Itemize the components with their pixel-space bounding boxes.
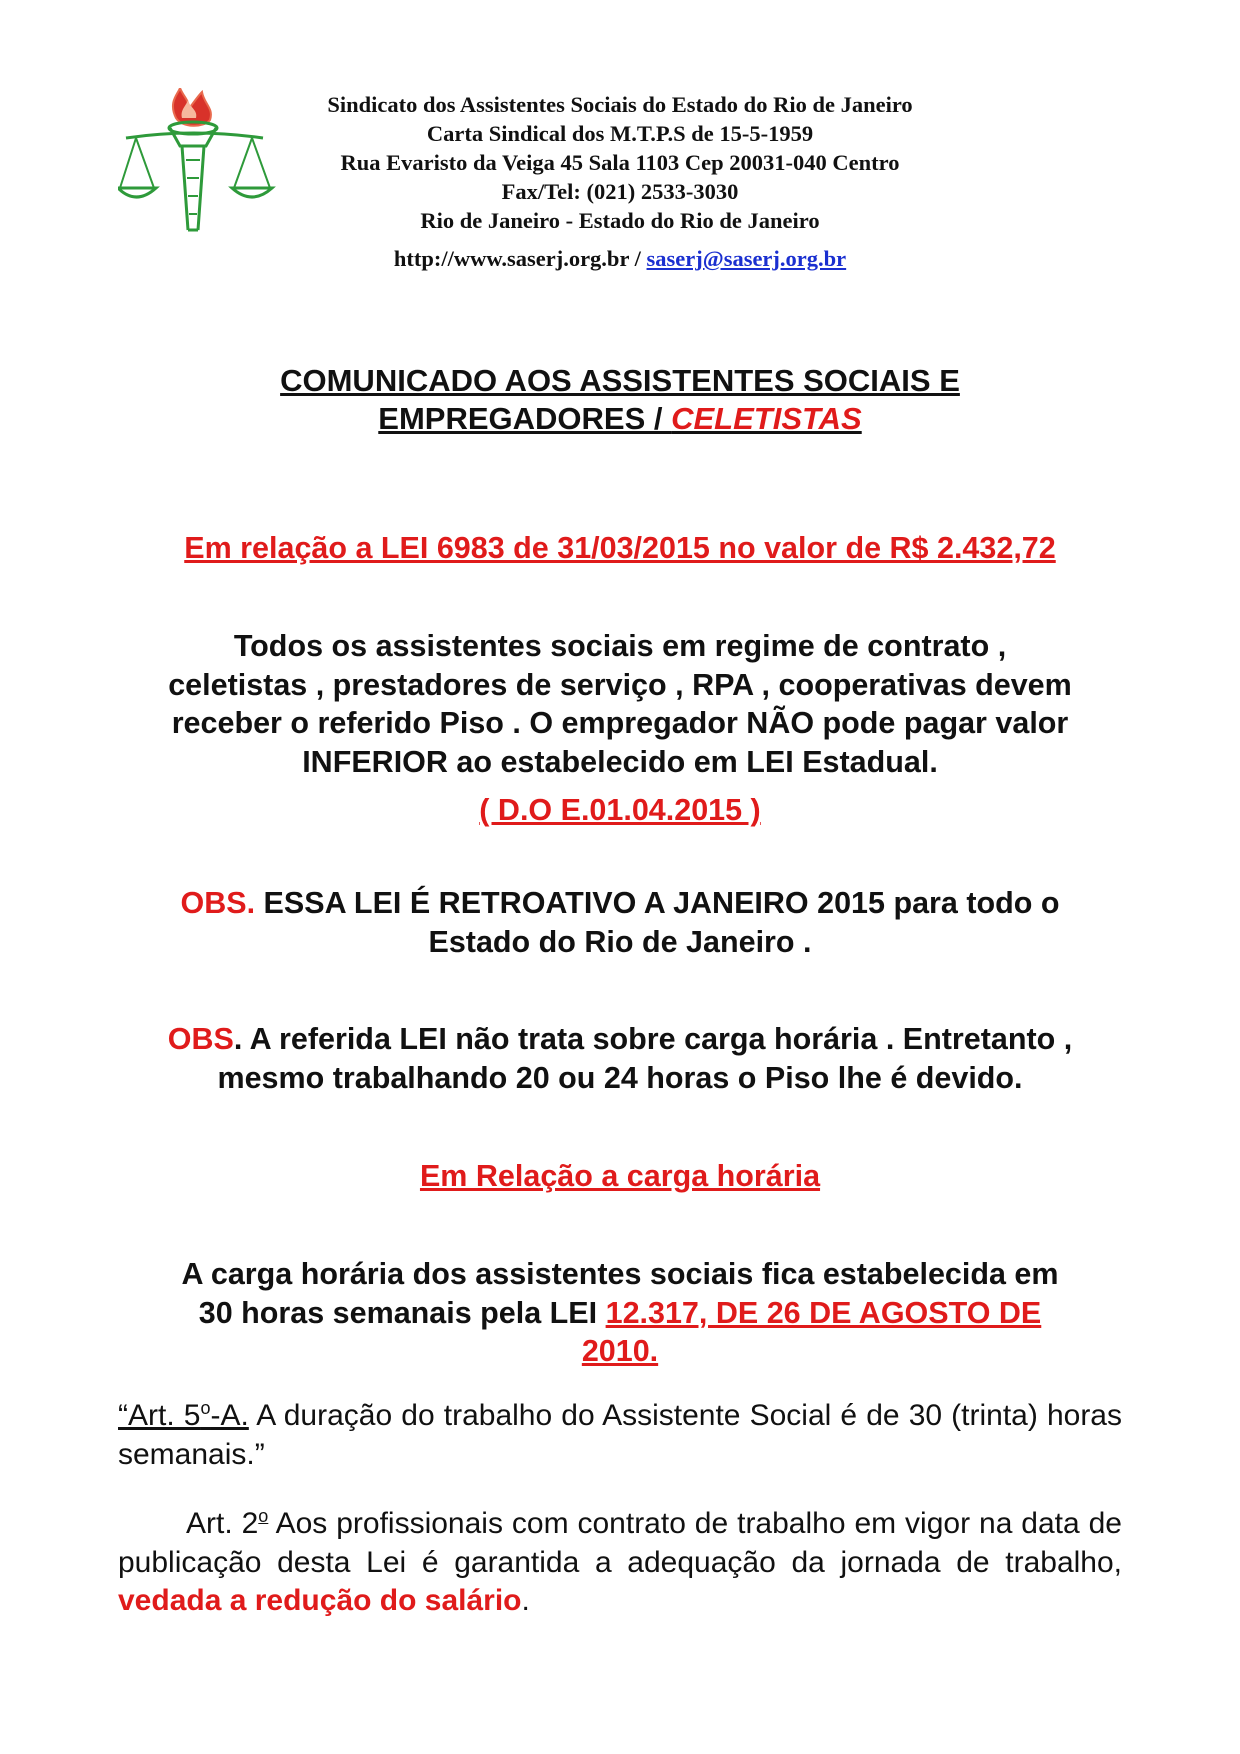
letterhead-union-name: Sindicato dos Assistentes Sociais do Estado do Rio de Janeiro	[327, 92, 913, 117]
paragraph-line: receber o referido Piso . O empregador NÃO pode pagar valor	[171, 706, 1069, 740]
law-heading	[110, 529, 1130, 568]
obs-text: ESSA LEI É RETROATIVO A JANEIRO 2015 para todo o	[255, 886, 1060, 920]
letterhead-charter: Carta Sindical dos M.T.P.S de 15-5-1959	[426, 121, 814, 146]
title-line-2	[130, 400, 1110, 438]
paragraph-line: A carga horária dos assistentes sociais fica estabelecida em	[181, 1257, 1059, 1291]
article-2-text	[118, 1505, 1122, 1621]
letterhead-address: Rua Evaristo da Veiga 45 Sala 1103 Cep 20031-040 Centro	[340, 150, 900, 175]
article-end: .	[521, 1584, 530, 1617]
article-text: A duração do trabalho do Assistente Social é de 30 (trinta) horas semanais.”	[118, 1399, 1122, 1471]
paragraph-line: 30 horas semanais pela LEI	[198, 1295, 606, 1330]
workload-heading-text: Em Relação a carga horária	[419, 1159, 821, 1193]
paragraph-line: celetistas , prestadores de serviço , RPA , cooperativas devem	[168, 667, 1072, 702]
obs-text: . A referida LEI não trata sobre carga horária . Entretanto ,	[233, 1022, 1073, 1056]
website-link[interactable]: http://www.saserj.org.br /	[393, 246, 641, 271]
obs-label: OBS.	[180, 886, 256, 920]
article-label-suffix: -A.	[210, 1399, 249, 1432]
title-line-1: COMUNICADO AOS ASSISTENTES SOCIAIS E	[280, 363, 960, 398]
article-label: Art. 2	[186, 1507, 259, 1540]
official-gazette-reference	[110, 791, 1130, 830]
observation-retroactive	[110, 884, 1130, 961]
workload-heading	[110, 1157, 1130, 1196]
article-label	[118, 1399, 249, 1432]
doe-text: ( D.O E.01.04.2015 )	[479, 793, 761, 827]
article-5a-quote	[118, 1397, 1122, 1474]
article-label-sup: o	[200, 1398, 211, 1418]
paragraph-line: INFERIOR ao estabelecido em LEI Estadual.	[302, 744, 938, 779]
document-title	[130, 362, 1110, 438]
letterhead-phone: Fax/Tel: (021) 2533-3030	[501, 179, 739, 204]
paragraph-line: Todos os assistentes sociais em regime de contrato ,	[233, 629, 1007, 663]
scales-of-justice-torch-icon	[118, 88, 278, 238]
obs-text: Estado do Rio de Janeiro .	[428, 924, 812, 959]
title-employers: EMPREGADORES /	[378, 401, 672, 436]
workload-paragraph	[110, 1255, 1130, 1371]
law-reference-year: 2010.	[581, 1334, 659, 1368]
all-workers-paragraph	[110, 627, 1130, 781]
email-link[interactable]: saserj@saserj.org.br	[646, 246, 847, 271]
article-text: Aos profissionais com contrato de trabalho em vigor na data de publicação desta Lei é garantida a adequação da jornada de trabalho,	[118, 1507, 1122, 1579]
obs-label: OBS	[167, 1022, 234, 1056]
article-label-prefix: “Art. 5	[118, 1399, 201, 1432]
law-reference: 12.317, DE 26 DE AGOSTO DE	[605, 1295, 1042, 1330]
observation-workload	[110, 1020, 1130, 1097]
obs-text: mesmo trabalhando 20 ou 24 horas o Piso lhe é devido.	[217, 1060, 1023, 1095]
title-celetistas: CELETISTAS	[671, 401, 862, 436]
salary-reduction-prohibited: vedada a redução do salário	[118, 1584, 522, 1617]
letterhead-city: Rio de Janeiro - Estado do Rio de Janeiro	[420, 208, 820, 233]
letterhead-contacts	[270, 244, 970, 273]
article-label-sup: o	[258, 1506, 269, 1526]
law-heading-text: Em relação a LEI 6983 de 31/03/2015 no valor de R$ 2.432,72	[184, 531, 1056, 565]
letterhead	[270, 90, 970, 273]
